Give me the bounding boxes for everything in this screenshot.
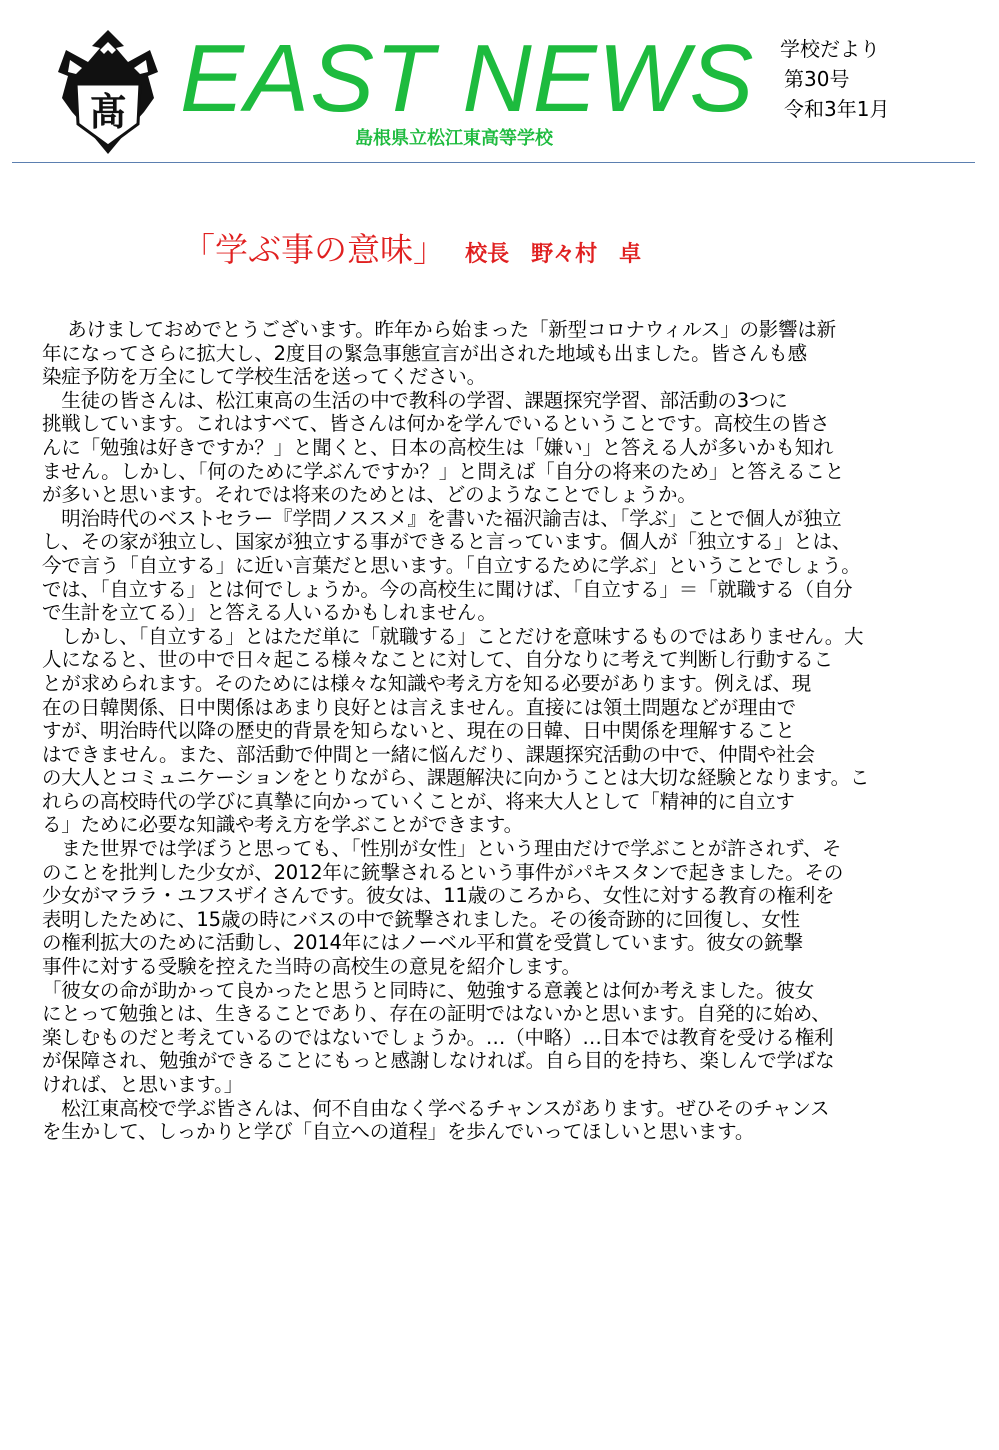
article-line: ければ、と思います。」 [42,1073,243,1096]
article-line: また世界では学ぼうと思っても、「性別が女性」という理由だけで学ぶことが許されず、そ [42,837,842,861]
article-line: る」ために必要な知識や考え方を学ぶことができます。 [42,813,523,837]
article-line: んに「勉強は好きですか？」と聞くと、日本の高校生は「嫌い」と答える人が多いかも知れ [42,435,834,459]
article-line: 年になってさらに拡大し、2度目の緊急事態宣言が出された地域も出ました。皆さんも感 [42,341,807,365]
article-line: れらの高校時代の学びに真摯に向かっていくことが、将来大人として「精神的に自立す [42,789,795,813]
article-line: にとって勉強とは、生きることであり、存在の証明ではないかと思います。自発的に始め、 [42,1002,831,1026]
header-divider [12,162,975,163]
article-line: ません。しかし、「何のために学ぶんですか？」と問えば「自分の将来のため」と答えること [42,459,845,483]
article-line: 染症予防を万全にして学校生活を送ってください。 [42,365,486,389]
school-name: 島根県立松江東高等学校 [355,128,553,149]
article-line: 少女がマララ・ユフスザイさんです。彼女は、11歳のころから、女性に対する教育の権利を [42,884,835,908]
school-emblem [52,28,164,156]
article-line: あけましておめでとうございます。昨年から始まった「新型コロナウィルス」の影響は新 [42,318,836,341]
article-line: 松江東高校で学ぶ皆さんは、何不自由なく学べるチャンスがあります。ぜひそのチャンス [42,1096,830,1120]
article-line: とが求められます。そのためには様々な知識や考え方を知る必要があります。例えば、現 [42,671,811,695]
article-line: 事件に対する受験を控えた当時の高校生の意見を紹介します。 [42,955,581,979]
article-line: を生かして、しっかりと学び「自立への道程」を歩んでいってほしいと思います。 [42,1120,755,1144]
article-line: 挑戦しています。これはすべて、皆さんは何かを学んでいるということです。高校生の皆さ [42,412,830,436]
article-line: 今で言う「自立する」に近い言葉だと思います。「自立するために学ぶ」ということでしょう。 [42,553,861,577]
article-line: しかし、「自立する」とはただ単に「就職する」ことだけを意味するものではありません。大 [42,624,864,648]
article-line: 「彼女の命が助かって良かったと思うと同時に、勉強する意義とは何か考えました。彼女 [42,978,815,1002]
article-line: のことを批判した少女が、2012年に銃撃されるという事件がパキスタンで起きました。その [42,860,844,884]
newsletter-title: EAST NEWS [180,25,755,132]
article-line: の大人とコミュニケーションをとりながら、課題解決に向かうことは大切な経験となります。こ [42,766,870,790]
article-line: 楽しむものだと考えているのではないでしょうか。…（中略）…日本では教育を受ける権利 [42,1025,834,1049]
article-line: が保障され、勉強ができることにもっと感謝しなければ。自ら目的を持ち、楽しんで学ばな [42,1049,835,1073]
issue-number: 第30号 [784,67,850,91]
article-line: 表明したために、15歳の時にバスの中で銃撃されました。その後奇跡的に回復し、女性 [42,907,800,931]
article-line: が多いと思います。それでは将来のためとは、どのようなことでしょうか。 [42,483,697,507]
article-line: 人になると、世の中で日々起こる様々なことに対して、自分なりに考えて判断し行動するこ [42,648,833,672]
article-author: 校長 野々村 卓 [465,242,642,267]
article-line: では、「自立する」とは何でしょうか。今の高校生に聞けば、「自立する」＝「就職する（自分 [42,577,853,601]
article-line: の権利拡大のために活動し、2014年にはノーベル平和賞を受賞しています。彼女の銃撃 [42,931,803,955]
article-line: で生計を立てる）」と答える人いるかもしれません。 [42,601,497,625]
article-line: 明治時代のベストセラー『学問ノススメ』を書いた福沢諭吉は、「学ぶ」ことで個人が独立 [42,506,842,530]
article-line: すが、明治時代以降の歴史的背景を知らないと、現在の日韓、日中関係を理解すること [42,719,795,743]
article-heading [182,224,641,271]
newsletter-type: 学校だより [780,37,880,61]
emblem-character: 髙 [88,90,128,134]
article-line: 生徒の皆さんは、松江東高の生活の中で教科の学習、課題探究学習、部活動の3つに [42,388,788,412]
issue-date: 令和3年1月 [784,97,890,121]
article-line: はできません。また、部活動で仲間と一緒に悩んだり、課題探究活動の中で、仲間や社会 [42,742,815,766]
article-line: 在の日韓関係、日中関係はあまり良好とは言えません。直接には領土問題などが理由で [42,695,796,719]
article-body [42,318,947,1144]
article-title: 「学ぶ事の意味」 [182,230,446,269]
article-line: し、その家が独立し、国家が独立する事ができると言っています。個人が「独立する」とは、 [42,530,852,554]
issue-info [780,34,889,124]
